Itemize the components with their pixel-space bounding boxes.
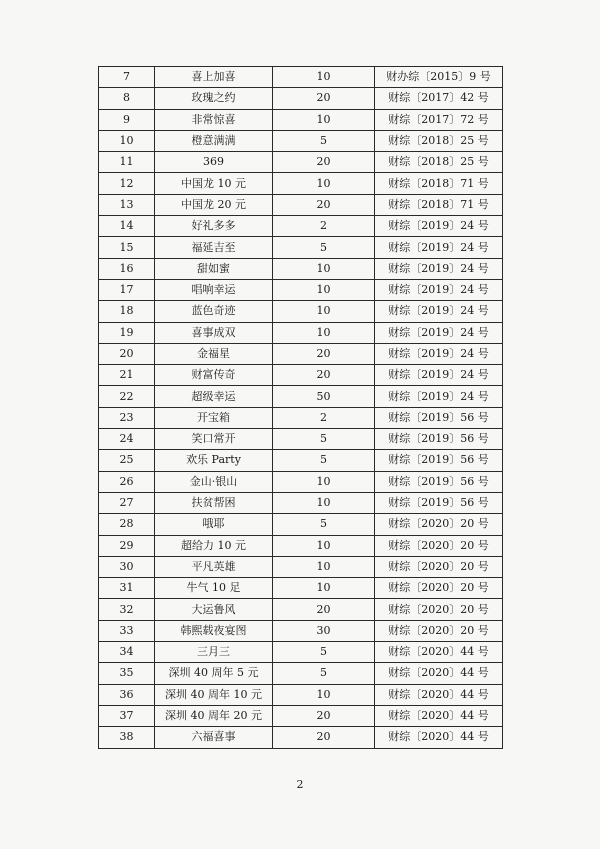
- price-cell: 10: [273, 471, 375, 492]
- price-cell: 2: [273, 407, 375, 428]
- row-number-cell: 26: [99, 471, 155, 492]
- price-cell: 2: [273, 216, 375, 237]
- row-number-cell: 19: [99, 322, 155, 343]
- row-number-cell: 15: [99, 237, 155, 258]
- price-cell: 5: [273, 130, 375, 151]
- table-row: [99, 620, 503, 641]
- price-cell: 10: [273, 578, 375, 599]
- document-number-cell: 财综〔2020〕44 号: [375, 705, 503, 726]
- row-number-cell: 28: [99, 514, 155, 535]
- document-number-cell: 财综〔2020〕20 号: [375, 578, 503, 599]
- row-number-cell: 35: [99, 663, 155, 684]
- row-number-cell: 24: [99, 429, 155, 450]
- price-cell: 50: [273, 386, 375, 407]
- game-name-cell: 笑口常开: [155, 429, 273, 450]
- table-row: [99, 471, 503, 492]
- document-number-cell: 财综〔2020〕44 号: [375, 663, 503, 684]
- game-name-cell: 大运鲁风: [155, 599, 273, 620]
- document-number-cell: 财综〔2019〕56 号: [375, 407, 503, 428]
- game-name-cell: 369: [155, 152, 273, 173]
- table-row: [99, 237, 503, 258]
- price-cell: 20: [273, 343, 375, 364]
- price-cell: 5: [273, 642, 375, 663]
- document-number-cell: 财综〔2019〕24 号: [375, 301, 503, 322]
- table-row: [99, 663, 503, 684]
- price-cell: 10: [273, 684, 375, 705]
- row-number-cell: 30: [99, 556, 155, 577]
- row-number-cell: 34: [99, 642, 155, 663]
- game-name-cell: 喜事成双: [155, 322, 273, 343]
- row-number-cell: 23: [99, 407, 155, 428]
- table-row: [99, 578, 503, 599]
- table-row: [99, 322, 503, 343]
- game-name-cell: 福延吉至: [155, 237, 273, 258]
- price-cell: 20: [273, 152, 375, 173]
- document-number-cell: 财综〔2019〕56 号: [375, 492, 503, 513]
- document-number-cell: 财综〔2019〕24 号: [375, 279, 503, 300]
- document-number-cell: 财综〔2020〕44 号: [375, 684, 503, 705]
- table-row: [99, 684, 503, 705]
- price-cell: 10: [273, 322, 375, 343]
- row-number-cell: 27: [99, 492, 155, 513]
- row-number-cell: 18: [99, 301, 155, 322]
- price-cell: 10: [273, 258, 375, 279]
- game-name-cell: 深圳 40 周年 5 元: [155, 663, 273, 684]
- game-name-cell: 深圳 40 周年 10 元: [155, 684, 273, 705]
- row-number-cell: 8: [99, 88, 155, 109]
- row-number-cell: 32: [99, 599, 155, 620]
- price-cell: 20: [273, 88, 375, 109]
- table-row: [99, 67, 503, 88]
- table-row: [99, 386, 503, 407]
- game-name-cell: 哦耶: [155, 514, 273, 535]
- game-name-cell: 甜如蜜: [155, 258, 273, 279]
- table-row: [99, 173, 503, 194]
- game-name-cell: 深圳 40 周年 20 元: [155, 705, 273, 726]
- document-number-cell: 财综〔2020〕20 号: [375, 514, 503, 535]
- row-number-cell: 14: [99, 216, 155, 237]
- game-name-cell: 非常惊喜: [155, 109, 273, 130]
- price-cell: 10: [273, 535, 375, 556]
- lottery-table: [98, 66, 503, 749]
- table-row: [99, 407, 503, 428]
- document-number-cell: 财综〔2019〕56 号: [375, 471, 503, 492]
- game-name-cell: 中国龙 20 元: [155, 194, 273, 215]
- row-number-cell: 21: [99, 365, 155, 386]
- table-row: [99, 705, 503, 726]
- document-number-cell: 财综〔2018〕71 号: [375, 194, 503, 215]
- row-number-cell: 29: [99, 535, 155, 556]
- price-cell: 5: [273, 237, 375, 258]
- price-cell: 5: [273, 429, 375, 450]
- table-row: [99, 194, 503, 215]
- row-number-cell: 38: [99, 727, 155, 748]
- table-row: [99, 343, 503, 364]
- document-number-cell: 财综〔2018〕25 号: [375, 152, 503, 173]
- table-row: [99, 130, 503, 151]
- document-number-cell: 财综〔2020〕44 号: [375, 642, 503, 663]
- row-number-cell: 12: [99, 173, 155, 194]
- table-row: [99, 365, 503, 386]
- table-row: [99, 301, 503, 322]
- price-cell: 5: [273, 450, 375, 471]
- price-cell: 10: [273, 109, 375, 130]
- document-number-cell: 财综〔2019〕56 号: [375, 450, 503, 471]
- table-row: [99, 727, 503, 748]
- document-number-cell: 财综〔2019〕56 号: [375, 429, 503, 450]
- table-row: [99, 258, 503, 279]
- price-cell: 10: [273, 301, 375, 322]
- price-cell: 20: [273, 194, 375, 215]
- row-number-cell: 25: [99, 450, 155, 471]
- price-cell: 10: [273, 173, 375, 194]
- row-number-cell: 9: [99, 109, 155, 130]
- game-name-cell: 橙意满满: [155, 130, 273, 151]
- document-number-cell: 财综〔2019〕24 号: [375, 258, 503, 279]
- table-row: [99, 429, 503, 450]
- row-number-cell: 10: [99, 130, 155, 151]
- game-name-cell: 好礼多多: [155, 216, 273, 237]
- document-number-cell: 财综〔2020〕20 号: [375, 535, 503, 556]
- row-number-cell: 13: [99, 194, 155, 215]
- document-number-cell: 财综〔2019〕24 号: [375, 322, 503, 343]
- document-number-cell: 财综〔2019〕24 号: [375, 237, 503, 258]
- table-row: [99, 599, 503, 620]
- table-row: [99, 450, 503, 471]
- document-number-cell: 财综〔2019〕24 号: [375, 216, 503, 237]
- price-cell: 10: [273, 67, 375, 88]
- page-number: 2: [296, 778, 304, 791]
- game-name-cell: 中国龙 10 元: [155, 173, 273, 194]
- price-cell: 30: [273, 620, 375, 641]
- table-row: [99, 152, 503, 173]
- price-cell: 20: [273, 599, 375, 620]
- price-cell: 10: [273, 279, 375, 300]
- table-row: [99, 492, 503, 513]
- game-name-cell: 欢乐 Party: [155, 450, 273, 471]
- row-number-cell: 20: [99, 343, 155, 364]
- game-name-cell: 牛气 10 足: [155, 578, 273, 599]
- game-name-cell: 平凡英雄: [155, 556, 273, 577]
- price-cell: 20: [273, 727, 375, 748]
- price-cell: 20: [273, 705, 375, 726]
- game-name-cell: 唱响幸运: [155, 279, 273, 300]
- price-cell: 20: [273, 365, 375, 386]
- price-cell: 5: [273, 663, 375, 684]
- row-number-cell: 16: [99, 258, 155, 279]
- table-row: [99, 642, 503, 663]
- document-number-cell: 财综〔2019〕24 号: [375, 386, 503, 407]
- row-number-cell: 11: [99, 152, 155, 173]
- game-name-cell: 蓝色奇迹: [155, 301, 273, 322]
- table-row: [99, 514, 503, 535]
- row-number-cell: 37: [99, 705, 155, 726]
- table-row: [99, 535, 503, 556]
- game-name-cell: 喜上加喜: [155, 67, 273, 88]
- price-cell: 5: [273, 514, 375, 535]
- document-number-cell: 财办综〔2015〕9 号: [375, 67, 503, 88]
- game-name-cell: 金山·银山: [155, 471, 273, 492]
- row-number-cell: 22: [99, 386, 155, 407]
- price-cell: 10: [273, 492, 375, 513]
- row-number-cell: 7: [99, 67, 155, 88]
- row-number-cell: 17: [99, 279, 155, 300]
- table-row: [99, 556, 503, 577]
- game-name-cell: 玫瑰之约: [155, 88, 273, 109]
- document-number-cell: 财综〔2017〕42 号: [375, 88, 503, 109]
- game-name-cell: 超级幸运: [155, 386, 273, 407]
- game-name-cell: 超给力 10 元: [155, 535, 273, 556]
- price-cell: 10: [273, 556, 375, 577]
- document-number-cell: 财综〔2020〕44 号: [375, 727, 503, 748]
- row-number-cell: 31: [99, 578, 155, 599]
- document-number-cell: 财综〔2020〕20 号: [375, 620, 503, 641]
- game-name-cell: 扶贫帮困: [155, 492, 273, 513]
- game-name-cell: 韩熙载夜宴图: [155, 620, 273, 641]
- document-number-cell: 财综〔2017〕72 号: [375, 109, 503, 130]
- document-number-cell: 财综〔2020〕20 号: [375, 556, 503, 577]
- game-name-cell: 三月三: [155, 642, 273, 663]
- row-number-cell: 36: [99, 684, 155, 705]
- document-number-cell: 财综〔2018〕25 号: [375, 130, 503, 151]
- document-number-cell: 财综〔2020〕20 号: [375, 599, 503, 620]
- game-name-cell: 金福星: [155, 343, 273, 364]
- table-row: [99, 279, 503, 300]
- document-number-cell: 财综〔2019〕24 号: [375, 343, 503, 364]
- document-number-cell: 财综〔2019〕24 号: [375, 365, 503, 386]
- row-number-cell: 33: [99, 620, 155, 641]
- game-name-cell: 开宝箱: [155, 407, 273, 428]
- game-name-cell: 财富传奇: [155, 365, 273, 386]
- game-name-cell: 六福喜事: [155, 727, 273, 748]
- table-row: [99, 109, 503, 130]
- document-number-cell: 财综〔2018〕71 号: [375, 173, 503, 194]
- table-row: [99, 216, 503, 237]
- table-row: [99, 88, 503, 109]
